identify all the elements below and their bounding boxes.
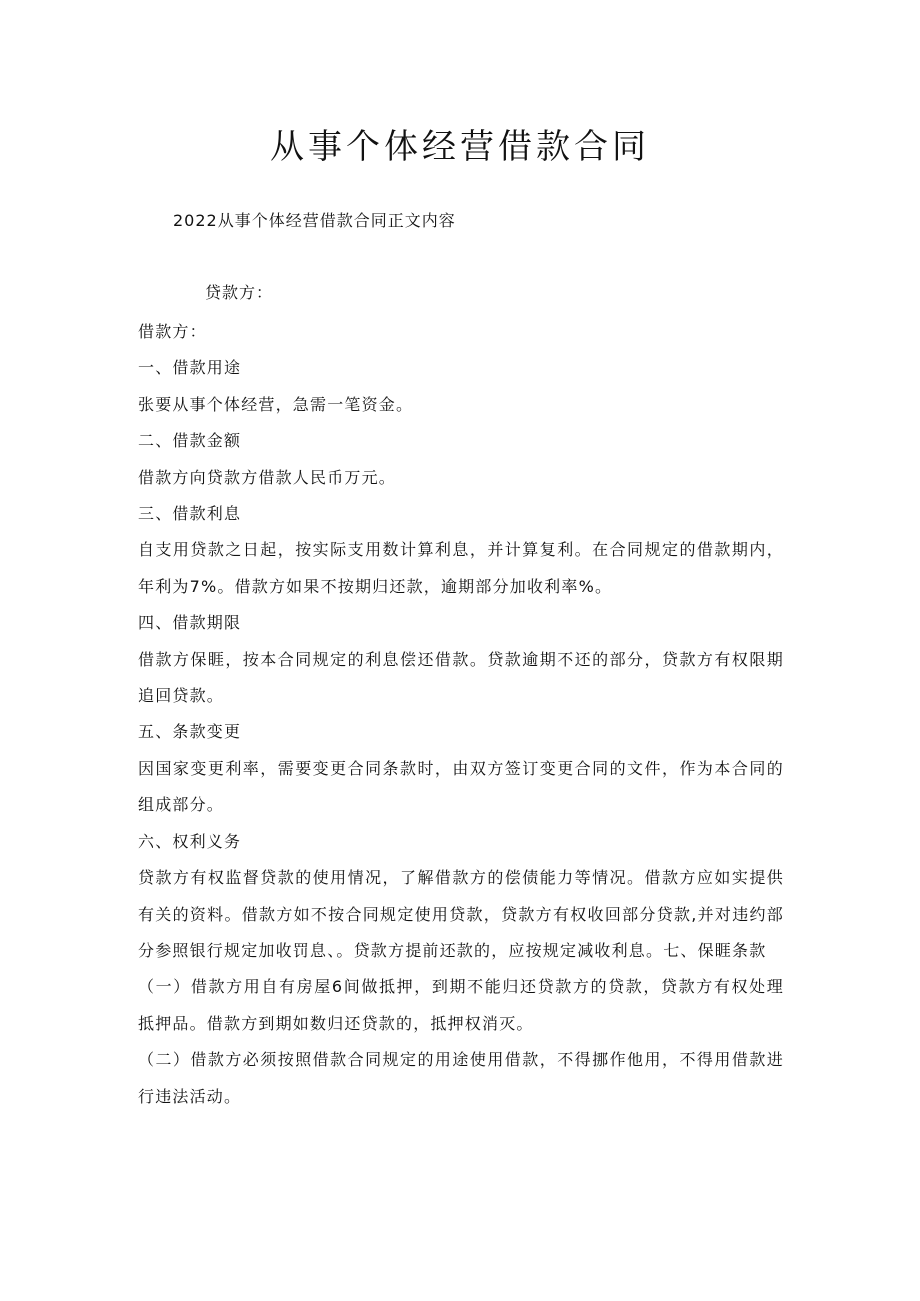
paragraph-purpose: 张要从事个体经营，急需一笔资金。 bbox=[138, 394, 414, 414]
section-heading-changes: 五、条款变更 bbox=[138, 722, 242, 742]
document-title: 从事个体经营借款合同 bbox=[270, 127, 650, 167]
section-heading-interest: 三、借款利息 bbox=[138, 504, 242, 524]
section-heading-amount: 二、借款金额 bbox=[138, 431, 242, 451]
paragraph-rights: 贷款方有权监督贷款的使用情况，了解借款方的偿债能力等情况。借款方应如实提供有关的资料。借款方如不按合同规定使用贷款，贷款方有权收回部分贷款,并对违约部分参照银行规定加收罚息、。贷款方提前还款的，应按规定减收利息。七、保睚条款 bbox=[138, 868, 784, 960]
paragraph-guarantee-2: （二）借款方必须按照借款合同规定的用途使用借款，不得挪作他用，不得用借款进行违法活动。 bbox=[138, 1050, 784, 1106]
paragraph-changes: 因国家变更利率，需要变更合同条款时，由双方签订变更合同的文件，作为本合同的组成部分。 bbox=[138, 758, 784, 815]
section-heading-rights: 六、权利义务 bbox=[138, 831, 242, 851]
borrower-label: 借款方： bbox=[138, 322, 207, 341]
document-subtitle: 2022从事个体经营借款合同正文内容 bbox=[173, 211, 456, 230]
paragraph-interest: 自支用贷款之日起，按实际支用数计算利息，并计算复利。在合同规定的借款期内，年利为7%。借款方如果不按期归还款，逾期部分加收利率%。 bbox=[138, 540, 784, 596]
section-heading-term: 四、借款期限 bbox=[138, 613, 242, 633]
paragraph-term: 借款方保睚，按本合同规定的利息偿还借款。贷款逾期不还的部分，贷款方有权限期追回贷款。 bbox=[138, 649, 784, 706]
lender-label: 贷款方： bbox=[205, 283, 274, 302]
document-body bbox=[138, 314, 784, 1115]
paragraph-guarantee-1: （一）借款方用自有房屋6间做抵押，到期不能归还贷款方的贷款，贷款方有权处理抵押品。借款方到期如数归还贷款的，抵押权消灭。 bbox=[138, 977, 784, 1033]
paragraph-amount: 借款方向贷款方借款人民币万元。 bbox=[138, 467, 397, 487]
section-heading-purpose: 一、借款用途 bbox=[138, 358, 242, 378]
